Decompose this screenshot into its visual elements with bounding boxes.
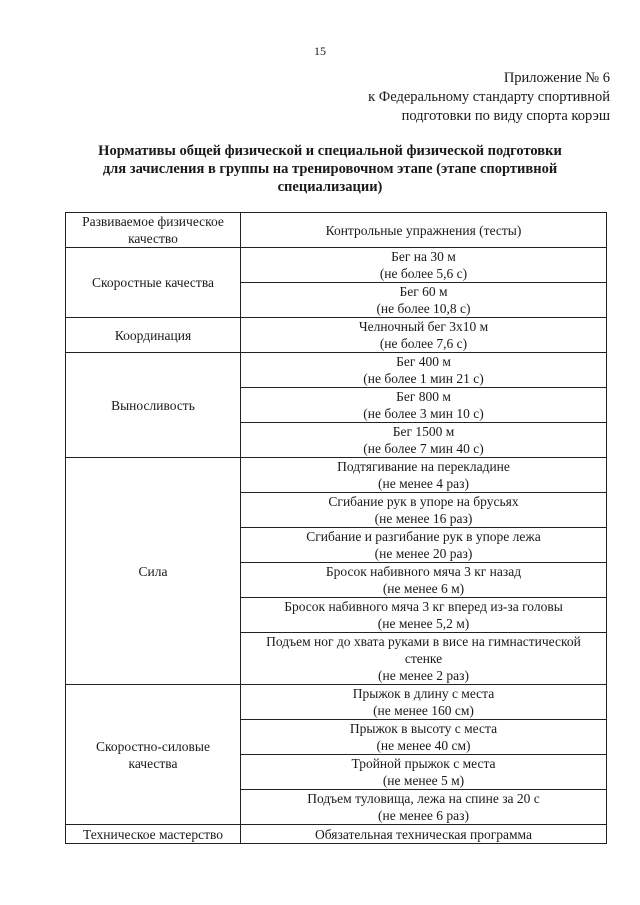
test-text: Челночный бег 3х10 м: [358, 319, 489, 334]
quality-label: Выносливость: [111, 397, 195, 413]
test-text: Тройной прыжок с места: [351, 756, 496, 771]
table-row: [66, 458, 607, 493]
test-text: (не более 7 мин 40 с): [363, 441, 484, 456]
quality-cell: [66, 458, 241, 685]
header-quality-line-2: качество: [128, 231, 178, 246]
test-cell: [241, 493, 607, 528]
test-text: (не более 7,6 с): [379, 336, 468, 351]
table-row: [66, 318, 607, 353]
test-text: Подъем ног до хвата руками в висе на гимнастической: [266, 634, 581, 649]
test-text: Бег на 30 м: [391, 249, 456, 264]
test-text: Бросок набивного мяча 3 кг назад: [325, 564, 522, 579]
header-quality-line-1: Развиваемое физическое: [82, 214, 224, 229]
test-cell: [241, 720, 607, 755]
test-text: (не менее 16 раз): [374, 511, 473, 526]
test-text: Прыжок в длину с места: [352, 686, 495, 701]
test-text: (не менее 5 м): [382, 773, 465, 788]
test-cell: [241, 790, 607, 825]
quality-label: Скоростные качества: [91, 275, 215, 290]
test-cell: [241, 755, 607, 790]
quality-cell: [66, 353, 241, 458]
test-text: Бег 400 м: [396, 354, 451, 369]
test-text: Бег 800 м: [396, 389, 451, 404]
quality-cell: [66, 825, 241, 844]
table-row: [66, 353, 607, 388]
quality-label: качества: [128, 755, 178, 771]
test-cell: [241, 528, 607, 563]
test-text: (не более 5,6 с): [379, 266, 468, 281]
test-cell: [241, 563, 607, 598]
test-cell: [241, 353, 607, 388]
test-text: Сгибание рук в упоре на брусьях: [328, 494, 519, 509]
test-cell: [241, 318, 607, 353]
appendix-line-2: к Федеральному стандарту спортивной: [368, 89, 610, 105]
test-text: (не более 3 мин 10 с): [363, 406, 484, 421]
test-cell: [241, 825, 607, 844]
quality-label: Координация: [114, 327, 192, 343]
test-cell: [241, 423, 607, 458]
title-line-3: специализации): [277, 179, 383, 195]
appendix-header: [368, 69, 610, 126]
test-text: (не менее 40 см): [376, 738, 471, 753]
test-cell: [241, 598, 607, 633]
quality-label: Скоростно-силовые: [96, 738, 210, 754]
test-text: (не более 10,8 с): [376, 301, 471, 316]
test-text: Подтягивание на перекладине: [337, 459, 510, 474]
test-text: стенке: [404, 651, 443, 666]
test-cell: [241, 248, 607, 283]
quality-label: Техническое мастерство: [82, 826, 223, 842]
test-cell: [241, 458, 607, 493]
title-line-2: для зачисления в группы на тренировочном этапе (этапе спортивной: [102, 161, 558, 177]
quality-label: Сила: [138, 563, 168, 579]
test-cell: [241, 633, 607, 685]
test-text: (не менее 6 м): [382, 581, 465, 596]
test-text: Бег 60 м: [399, 284, 448, 299]
norms-table: [65, 212, 607, 844]
test-text: Подъем туловища, лежа на спине за 20 с: [307, 791, 540, 806]
header-tests-cell: Контрольные упражнения (тесты): [241, 213, 607, 248]
test-text: (не более 1 мин 21 с): [363, 371, 484, 386]
quality-cell: [66, 318, 241, 353]
test-text: (не менее 160 см): [373, 703, 474, 718]
table-row: [66, 685, 607, 720]
appendix-line-3: подготовки по виду спорта корэш: [401, 108, 610, 124]
header-quality-cell: [66, 213, 241, 248]
test-text: (не менее 5,2 м): [377, 616, 470, 631]
document-title: [60, 142, 600, 196]
test-text: (не менее 4 раз): [378, 476, 469, 491]
test-text: (не менее 2 раз): [378, 668, 469, 683]
page-number: 15: [314, 44, 326, 58]
test-cell: [241, 283, 607, 318]
test-cell: [241, 685, 607, 720]
table-row: [66, 825, 607, 844]
test-text: Обязательная техническая программа: [315, 826, 532, 842]
title-line-1: Нормативы общей физической и специальной физической подготовки: [98, 143, 562, 159]
test-text: Сгибание и разгибание рук в упоре лежа: [306, 529, 541, 544]
quality-cell: [66, 248, 241, 318]
test-text: Прыжок в высоту с места: [349, 721, 498, 736]
test-text: Бросок набивного мяча 3 кг вперед из-за головы: [284, 599, 563, 614]
table-header-row: [66, 213, 607, 248]
appendix-line-1: Приложение № 6: [503, 70, 610, 86]
quality-cell: [66, 685, 241, 825]
test-text: Бег 1500 м: [392, 424, 455, 439]
test-cell: [241, 388, 607, 423]
test-text: (не менее 20 раз): [374, 546, 473, 561]
test-text: (не менее 6 раз): [378, 808, 469, 823]
table-row: [66, 248, 607, 283]
